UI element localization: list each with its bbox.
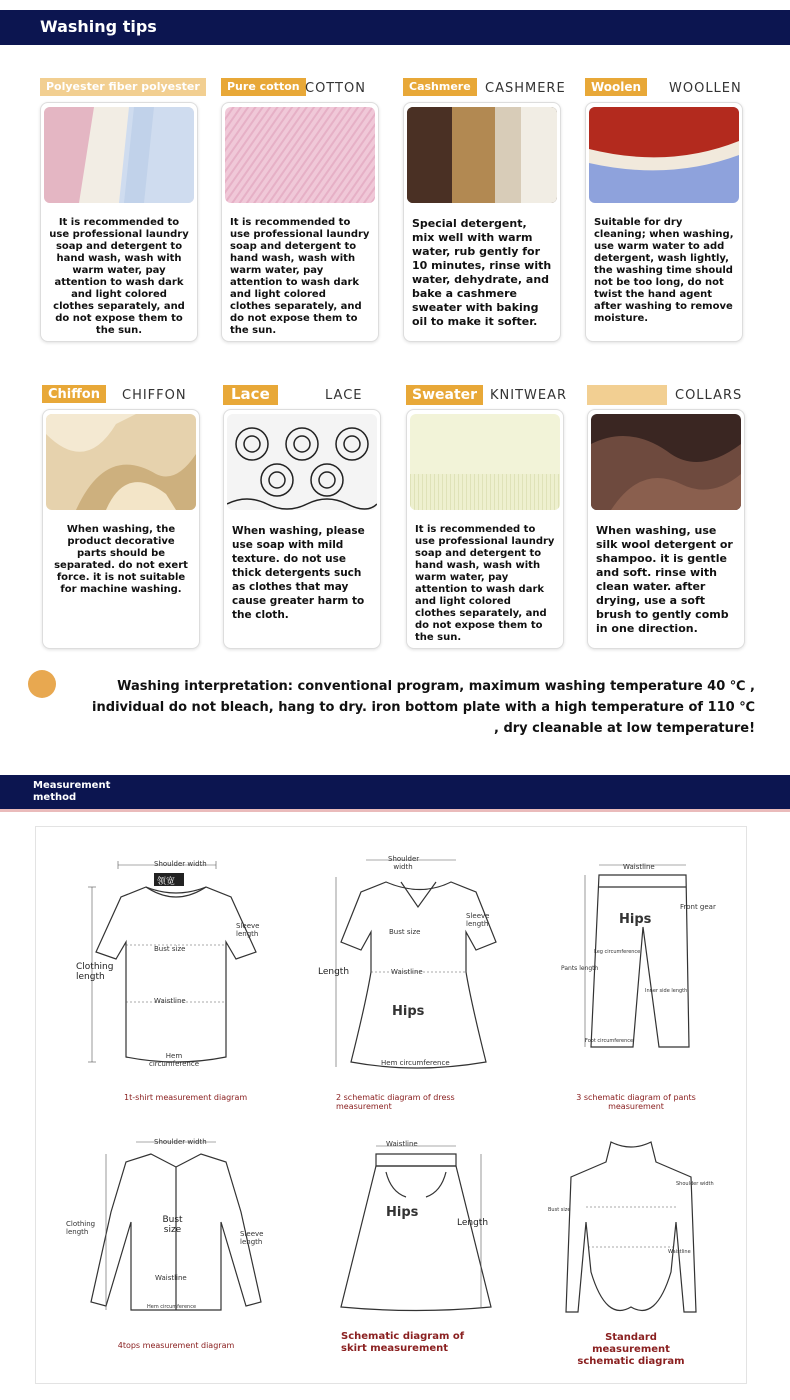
fabric-tag: Lace [223,385,278,405]
fabric-english-name: CASHMERE [485,81,566,96]
fabric-card [587,409,745,649]
cashmere-swatch-image [407,107,557,203]
fabric-english-name: LACE [325,388,363,403]
tops-hem-label: Hem circumference [147,1304,197,1310]
washing-tips-header [0,10,790,45]
fabric-tag: Chiffon [42,385,106,403]
dress-caption: 2 schematic diagram of dress measurement [336,1093,455,1111]
pants-caption: 3 schematic diagram of pants measurement [576,1093,696,1111]
standard-waist-label: Waistline [668,1249,691,1255]
tops-sleeve-label: Sleeve length [240,1230,264,1246]
fabric-care-text: When washing, please use soap with mild texture. do not use thick detergents such as clothes that may cause greater harm to the cloth. [232,525,365,621]
dress-bust-label: Bust size [389,928,421,936]
skirt-hips-label: Hips [386,1205,419,1220]
fabric-care-text: It is recommended to use professional laundry soap and detergent to hand wash, wash with warm water, pay attention to wash dark and light colored clothes separately, and do not expose them to the sun. [230,217,370,336]
tshirt-collar-label: 领宽 [157,877,176,887]
dress-length-label: Length [318,967,350,977]
fabric-english-name: CHIFFON [122,388,187,403]
bullet-dot [28,670,56,698]
fur-collar-swatch-image [591,414,741,510]
dress-hem-label: Hem circumference [381,1059,450,1067]
fabric-tag: Woolen [585,78,647,96]
fabric-card [40,102,198,342]
measurement-title: Measurement method [33,780,111,803]
fabric-tag [587,385,667,405]
skirt-length-label: Length [457,1218,489,1228]
dress-sleeve-label: Sleeve length [466,912,490,928]
fabric-card [403,102,561,342]
pants-front-label: Front gear [680,903,716,911]
tops-shoulder-label: Shoulder width [154,1138,207,1146]
standard-body-diagram [556,1132,706,1322]
pants-waist-label: Waistline [623,863,655,871]
fabric-tag: Sweater [406,385,483,405]
measurement-header [0,775,790,809]
fabric-care-text: It is recommended to use professional laundry soap and detergent to hand wash, wash with warm water, pay attention to wash dark and light colored clothes separately, and do not expose them to the sun. [415,524,555,643]
dress-shoulder-label: Shoulder width [388,855,420,871]
tops-length-label: Clothing length [66,1220,96,1236]
pants-hips-label: Hips [619,912,652,927]
tops-waist-label: Waistline [155,1274,187,1282]
cotton-swatch-image [225,107,375,203]
fabric-card [406,409,564,649]
fabric-tag: Cashmere [403,78,477,96]
fabric-english-name: COLLARS [675,388,743,403]
fabric-care-text: When washing, the product decorative parts should be separated. do not exert force. it is not suitable for machine washing. [54,524,188,595]
fabric-care-text: It is recommended to use professional laundry soap and detergent to hand wash, wash with warm water, pay attention to wash dark and light colored clothes separately, and do not expose them to the sun. [49,217,189,336]
washing-interpretation: Washing interpretation: conventional program, maximum washing temperature 40 ℃ , individual do not bleach, hang to dry. iron bottom plate with a high temperature of 110 ℃ , dry cleanable at low temperature! [92,679,755,736]
pants-diagram [581,857,701,1057]
tshirt-caption: 1t-shirt measurement diagram [124,1093,248,1102]
dress-hips-label: Hips [392,1004,425,1019]
washing-tips-title: Washing tips [40,17,157,36]
pants-leg-label: Leg circumference [594,949,641,955]
woolen-swatch-image [589,107,739,203]
fabric-english-name: KNITWEAR [490,388,568,403]
lace-swatch-image [227,414,377,510]
tshirt-hem-label: Hem circumference [148,1052,199,1068]
chiffon-swatch-image [46,414,196,510]
fabric-care-text: Special detergent, mix well with warm water, rub gently for 10 minutes, rinse with water, dehydrate, and bake a cashmere sweater with baking oil to make it softer. [412,217,552,328]
pants-foot-label: Foot circumference [585,1038,634,1044]
skirt-diagram [331,1142,511,1317]
fabric-card [585,102,743,342]
standard-caption: Standard measurement schematic diagram [577,1332,685,1367]
polyester-swatch-image [44,107,194,203]
fabric-english-name: COTTON [305,81,366,96]
skirt-caption: Schematic diagram of skirt measurement [341,1331,465,1354]
fabric-tag: Polyester fiber polyester [40,78,206,96]
dress-waist-label: Waistline [391,968,423,976]
fabric-card [221,102,379,342]
tshirt-sleeve-label: Sleeve length [236,922,260,938]
fabric-english-name: WOOLLEN [669,81,742,96]
standard-shoulder-label: Shoulder width [676,1181,714,1187]
tshirt-waist-label: Waistline [154,997,186,1005]
fabric-care-text: When washing, use silk wool detergent or shampoo. it is gentle and soft. rinse with clean water. after drying, use a soft brush to gently comb in one direction. [596,524,733,635]
tops-bust-label: Bust size [162,1215,183,1235]
pants-inner-label: Inner side length [645,988,688,994]
pants-length-label: Pants length [561,965,599,972]
tshirt-bust-label: Bust size [154,945,186,953]
tshirt-shoulder-label: Shoulder width [154,860,207,868]
tshirt-length-label: Clothing length [76,962,114,982]
skirt-waist-label: Waistline [386,1140,418,1148]
fabric-card [42,409,200,649]
fabric-care-text: Suitable for dry cleaning; when washing, use warm water to add detergent, wash lightly, the washing time should not be too long, do not twist the hand agent after washing to remove moisture. [594,217,734,324]
measurement-diagrams-panel [35,826,747,1384]
standard-bust-label: Bust size [548,1207,571,1213]
sweater-swatch-image [410,414,560,510]
fabric-card [223,409,381,649]
dress-diagram [326,852,516,1072]
fabric-tag: Pure cotton [221,78,306,96]
tops-caption: 4tops measurement diagram [117,1341,235,1350]
